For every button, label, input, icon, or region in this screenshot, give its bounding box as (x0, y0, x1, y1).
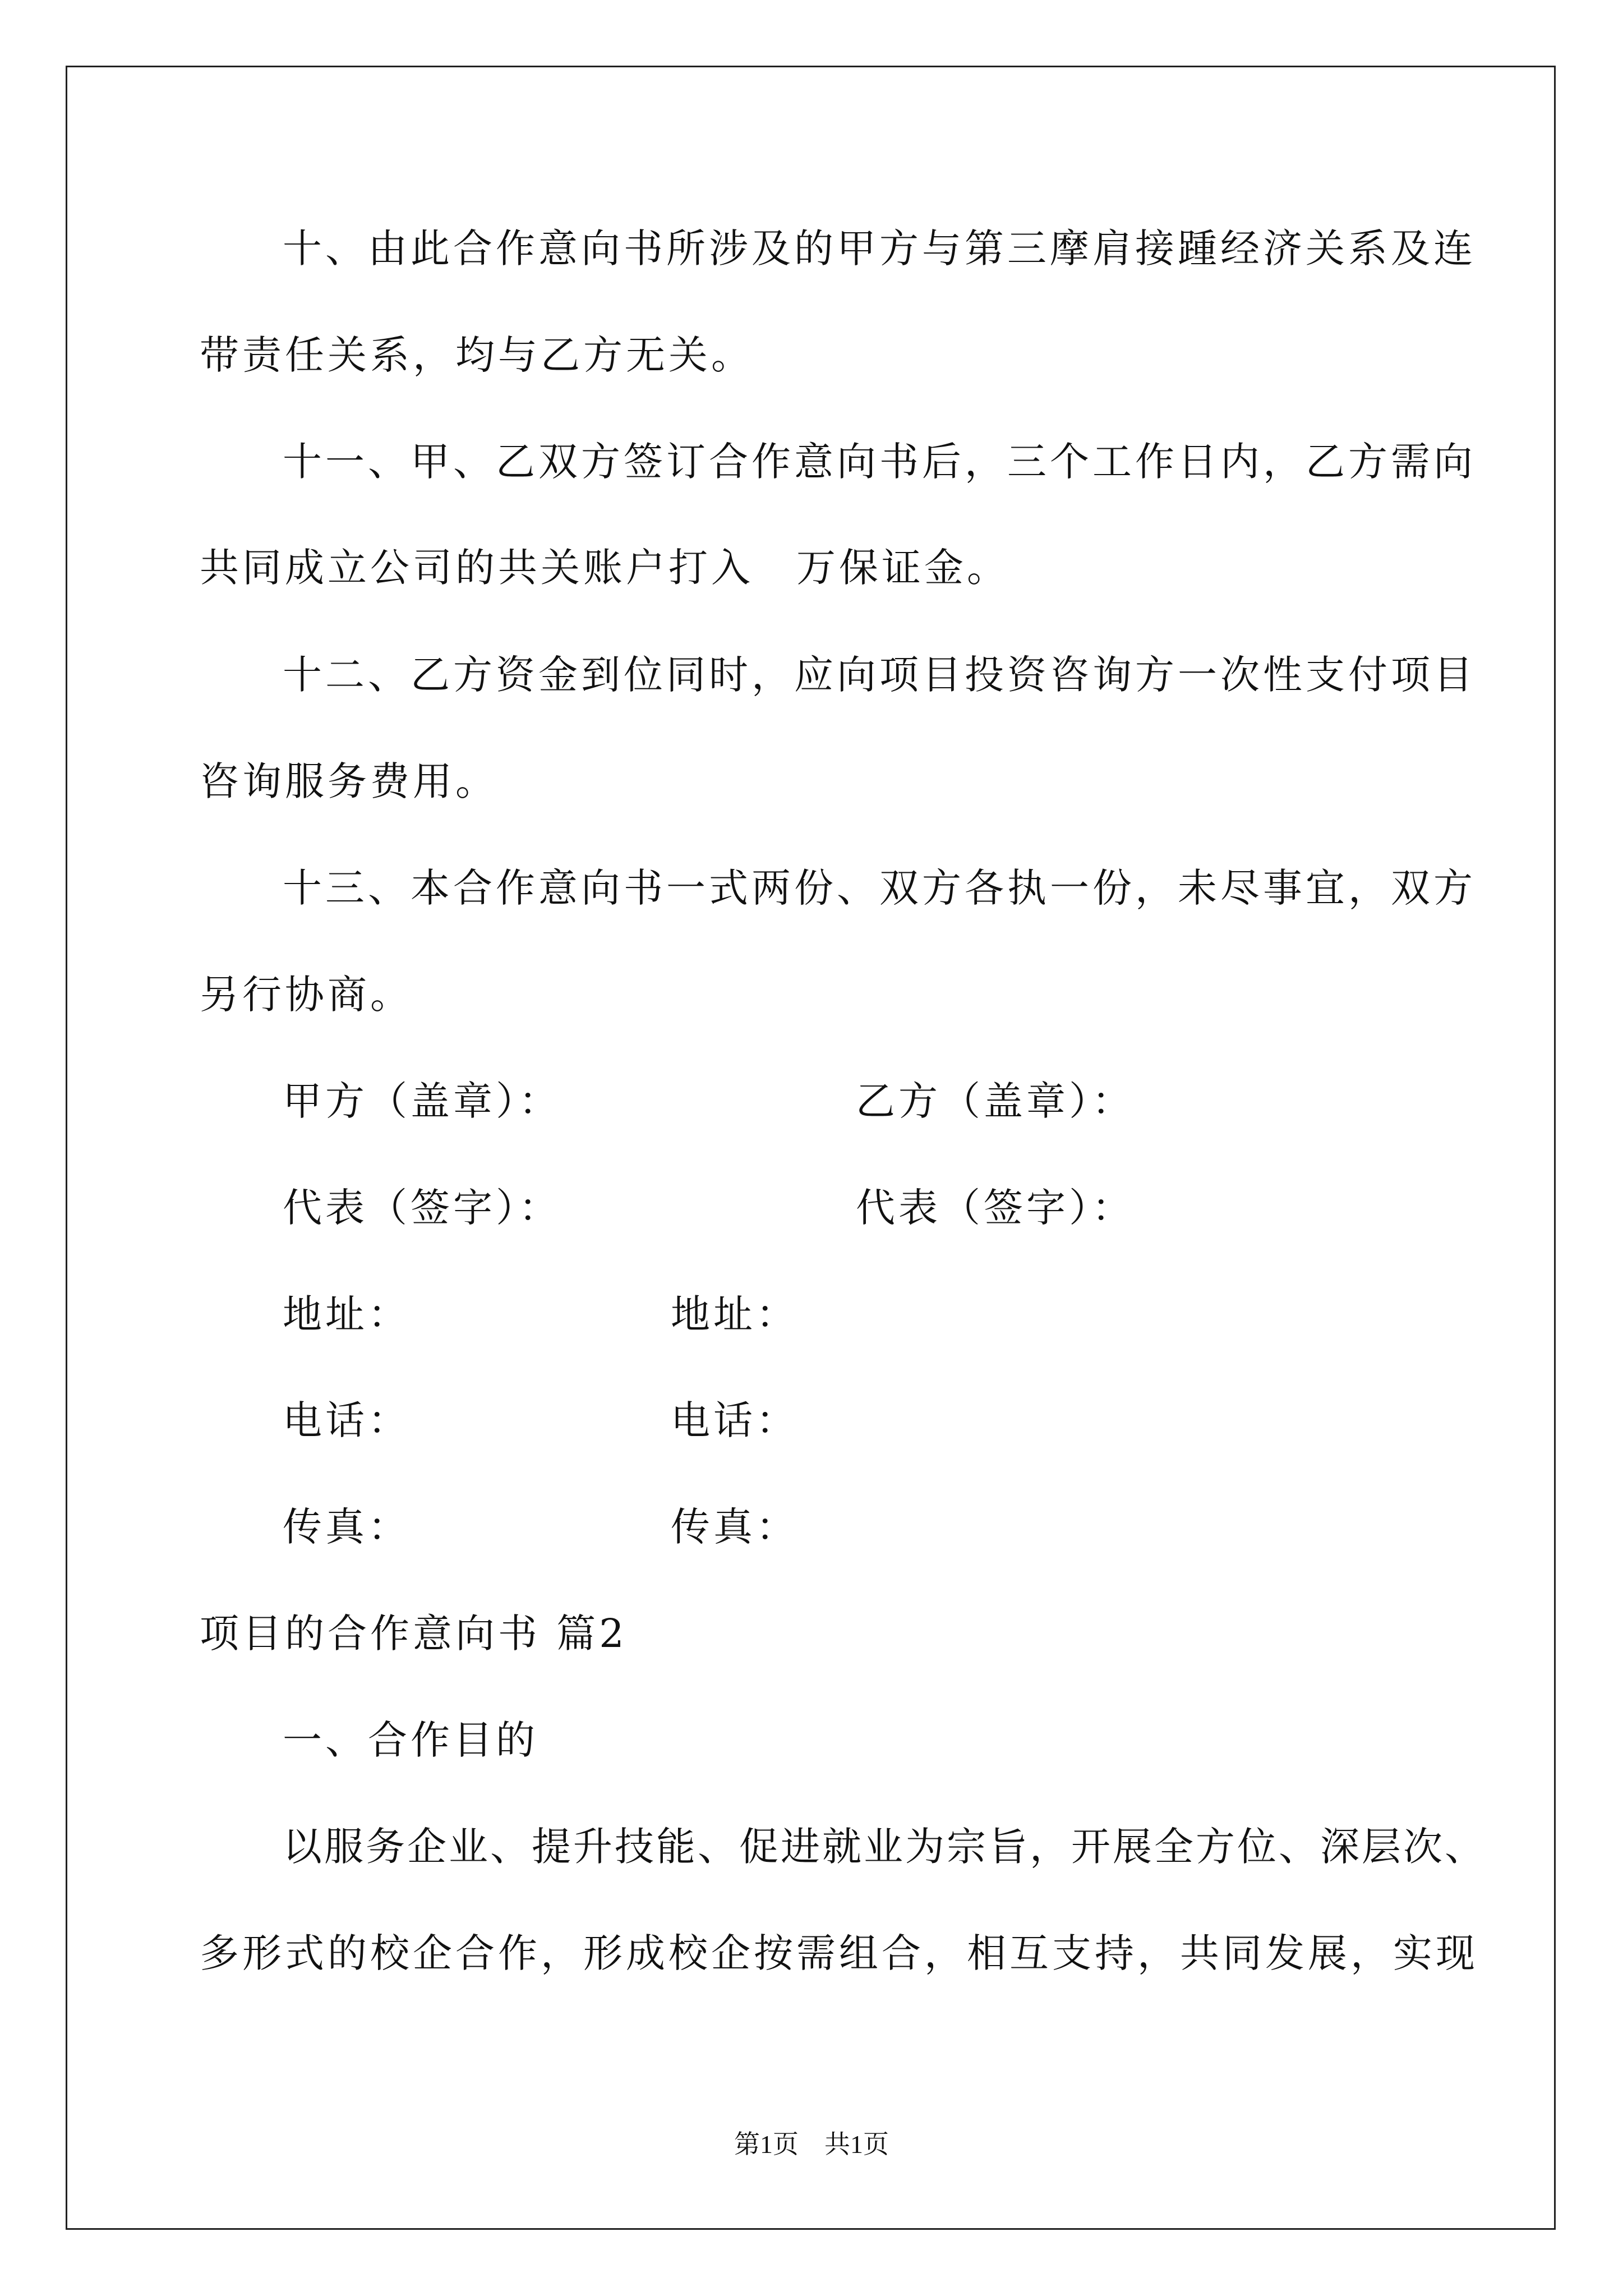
clause-13-line-2: 另行协商。 (200, 972, 413, 1018)
clause-10-line-2: 带责任关系，均与乙方无关。 (200, 332, 754, 378)
section-2-heading: 一、合作目的 (283, 1717, 538, 1763)
clause-10-line-1: 十、由此合作意向书所涉及的甲方与第三摩肩接踵经济关系及连 (283, 226, 1476, 272)
section-2-title: 项目的合作意向书 篇2 (200, 1611, 628, 1657)
section-2-para-line-1: 以服务企业、提升技能、促进就业为宗旨，开展全方位、深层次、 (283, 1824, 1486, 1870)
clause-12-line-2: 咨询服务费用。 (200, 758, 498, 804)
party-a-seal-label: 甲方（盖章）： (283, 1078, 561, 1124)
clause-13-line-1: 十三、本合作意向书一式两份、双方各执一份，未尽事宜，双方 (283, 865, 1476, 911)
party-a-address-label: 地址： (283, 1291, 411, 1337)
clause-12-line-1: 十二、乙方资金到位同时，应向项目投资咨询方一次性支付项目 (283, 652, 1476, 698)
clause-11-line-1: 十一、甲、乙双方签订合作意向书后，三个工作日内，乙方需向 (283, 439, 1476, 485)
clause-11-line-2: 共同成立公司的共关账户打入 万保证金。 (200, 545, 1009, 591)
party-a-rep-label: 代表（签字）： (283, 1185, 561, 1231)
party-b-rep-label: 代表（签字）： (856, 1185, 1135, 1231)
party-b-address-label: 地址： (671, 1291, 799, 1337)
party-b-phone-label: 电话： (671, 1397, 799, 1443)
page-footer: 第1页 共1页 (734, 2130, 889, 2159)
party-b-seal-label: 乙方（盖章）： (856, 1078, 1135, 1124)
page-border (66, 66, 1556, 2230)
party-a-phone-label: 电话： (283, 1397, 411, 1443)
section-2-para-line-2: 多形式的校企合作，形成校企按需组合，相互支持，共同发展，实现 (200, 1930, 1478, 1976)
party-a-fax-label: 传真： (283, 1504, 411, 1550)
party-b-fax-label: 传真： (671, 1504, 799, 1550)
